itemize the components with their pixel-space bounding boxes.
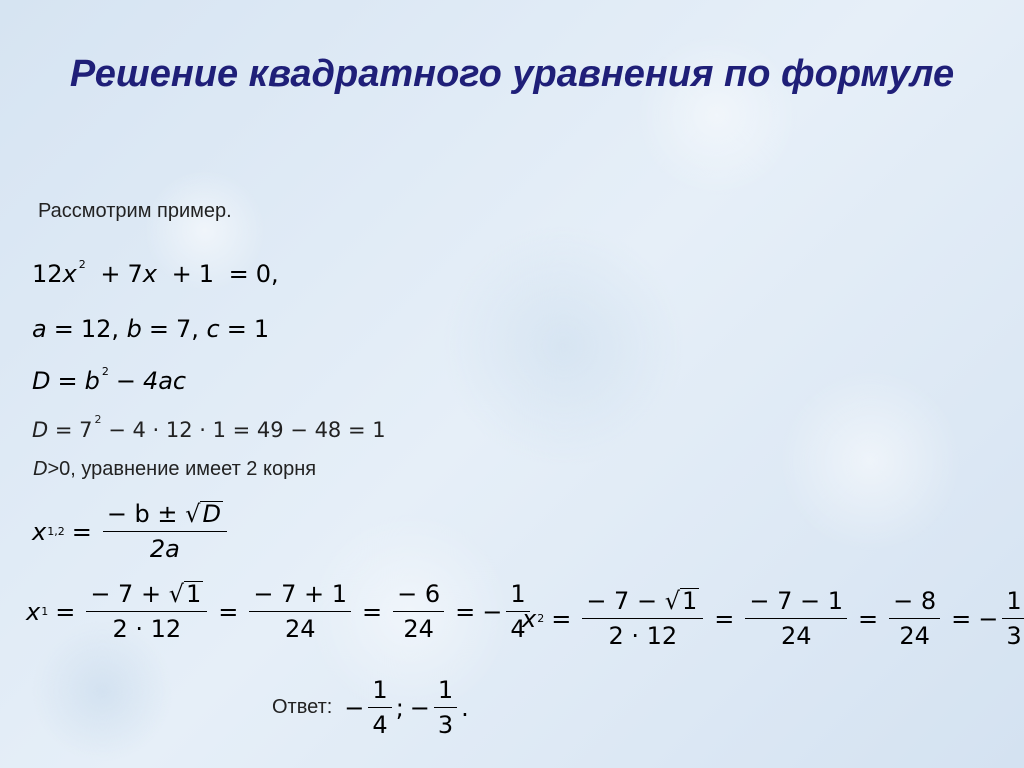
coefficients <box>32 315 269 343</box>
x1-fraction-3 <box>393 580 444 643</box>
exponent: 2 <box>78 258 86 271</box>
coef-c: 1 <box>198 260 215 288</box>
discriminant-formula <box>32 365 186 395</box>
discriminant-calculation <box>32 413 386 442</box>
x1-fraction-2 <box>249 580 351 643</box>
d-symbol: D <box>33 458 48 480</box>
equals-sign: = <box>55 597 76 626</box>
x2-fraction-4 <box>1002 587 1024 650</box>
numerator-start: − 7 + <box>90 580 162 608</box>
intro-text: Рассмотрим пример. <box>38 200 232 222</box>
x2-fraction-3 <box>889 587 940 650</box>
denominator: 4 <box>510 615 526 643</box>
denominator: 4 <box>372 711 388 739</box>
a-value: 12, <box>80 315 119 343</box>
equals-sign: = <box>714 604 735 633</box>
denominator: 3 <box>1006 622 1022 650</box>
b-symbol: b <box>84 367 100 395</box>
equals-sign: = <box>226 315 247 343</box>
answer-label: Ответ: <box>272 696 333 718</box>
equals-sign: = <box>951 604 972 633</box>
equals-sign: = <box>455 597 476 626</box>
equals-sign: = <box>858 604 879 633</box>
separator: ; <box>395 693 404 722</box>
equals-sign: = <box>218 597 239 626</box>
numerator: − 6 <box>393 580 444 612</box>
denominator: 2a <box>149 535 180 563</box>
numerator: 1 <box>1002 587 1024 619</box>
x1-fraction-1 <box>86 580 207 643</box>
denominator: 24 <box>780 622 812 650</box>
subscript: 1,2 <box>47 525 65 538</box>
c-value: 1 <box>253 315 270 343</box>
plus-sign: + <box>171 260 192 288</box>
denominator: 24 <box>899 622 930 650</box>
d-symbol: D <box>32 418 49 442</box>
numerator: 1 <box>434 676 457 708</box>
minus-sign: − <box>482 597 503 626</box>
zero: 0, <box>255 260 279 288</box>
calc-start: = 7 <box>54 418 93 442</box>
numerator: 1 <box>506 580 529 612</box>
root-condition <box>33 458 316 481</box>
var-x: x <box>62 260 77 288</box>
minus-sign: − <box>978 604 999 633</box>
x-symbol: x <box>32 517 47 546</box>
subscript: 2 <box>537 612 545 625</box>
numerator: − 7 − 1 <box>745 587 847 619</box>
plus-sign: + <box>100 260 121 288</box>
sqrt-icon: √ <box>185 500 201 528</box>
sqrt-icon: √ <box>168 580 184 608</box>
b-value: 7, <box>175 315 199 343</box>
d-symbol: D <box>32 367 51 395</box>
radicand: 1 <box>186 580 202 608</box>
root-formula <box>32 500 231 563</box>
answer <box>272 676 469 739</box>
x2-solution <box>522 587 1024 650</box>
denominator: 2 · 12 <box>608 622 678 650</box>
var-x: x <box>142 260 157 288</box>
calc-rest: − 4 · 12 · 1 = 49 − 48 = 1 <box>108 418 386 442</box>
coef-a: 12 <box>32 260 63 288</box>
slide-title: Решение квадратного уравнения по формуле <box>69 53 955 95</box>
equals-sign: = <box>148 315 169 343</box>
c-label: c <box>206 315 220 343</box>
denominator: 3 <box>437 711 454 739</box>
numerator: − 7 + 1 <box>249 580 351 612</box>
x2-fraction-1 <box>582 587 703 650</box>
root-fraction <box>103 500 227 563</box>
x1-solution <box>26 580 537 643</box>
four-ac: 4ac <box>142 367 187 395</box>
numerator-start: − 7 − <box>586 587 658 615</box>
b-label: b <box>126 315 142 343</box>
radicand: D <box>202 500 221 528</box>
period: . <box>461 693 469 722</box>
minus-sign: − <box>344 693 365 722</box>
radicand: 1 <box>682 587 698 615</box>
denominator: 24 <box>284 615 316 643</box>
equals-sign: = <box>551 604 572 633</box>
numerator: − 8 <box>889 587 940 619</box>
equals-sign: = <box>53 315 74 343</box>
denominator: 24 <box>403 615 434 643</box>
subscript: 1 <box>41 605 49 618</box>
a-label: a <box>32 315 47 343</box>
numerator-start: − b ± <box>106 500 178 528</box>
equals-sign: = <box>57 367 78 395</box>
minus-sign: − <box>409 693 430 722</box>
answer-fraction-2 <box>434 676 457 739</box>
exponent: 2 <box>94 413 102 426</box>
coef-b: 7 <box>127 260 143 288</box>
exponent: 2 <box>101 365 109 378</box>
x-symbol: x <box>26 597 41 626</box>
equals-sign: = <box>228 260 249 288</box>
quadratic-equation <box>32 258 279 288</box>
sqrt-icon: √ <box>664 587 680 615</box>
x-symbol: x <box>522 604 537 633</box>
denominator: 2 · 12 <box>112 615 182 643</box>
x2-fraction-2 <box>745 587 847 650</box>
numerator: 1 <box>368 676 391 708</box>
equals-sign: = <box>362 597 383 626</box>
answer-fraction-1 <box>368 676 391 739</box>
minus-sign: − <box>115 367 136 395</box>
condition-text: >0, уравнение имеет 2 корня <box>47 458 317 480</box>
equals-sign: = <box>71 517 92 546</box>
